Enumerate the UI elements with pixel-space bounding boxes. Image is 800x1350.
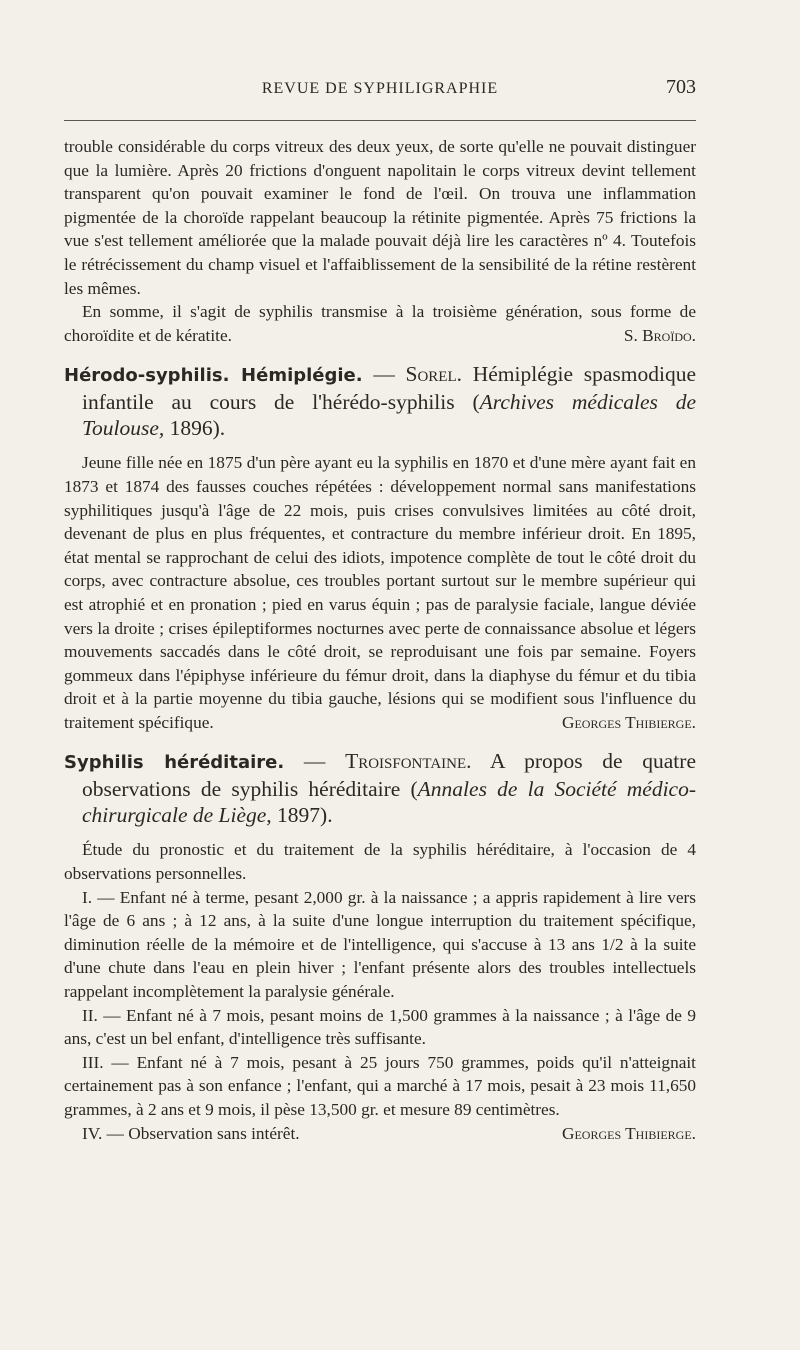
conclusion-text: En somme, il s'agit de syphilis transmise à la troisième génération, sous forme de choroïdite et de kératite. [64,302,696,345]
observation-4-text: IV. — Observation sans intérêt. [82,1123,300,1143]
review-syphilis-hereditaire [64,748,696,1145]
review-source: Archives médicales de Toulouse, [82,390,697,441]
signature-thibierge: Georges Thibierge. [561,712,696,732]
review-author: Sorel. [405,362,463,387]
observation-4 [64,1122,696,1146]
review-year: 1896). [164,416,226,441]
conclusion-paragraph [64,300,696,347]
running-head: REVUE DE SYPHILIGRAPHIE [261,80,499,97]
review-heading [64,748,696,828]
review-body [64,451,696,734]
review-separator: — [284,749,346,774]
signature-thibierge-2: Georges Thibierge. [561,1123,696,1143]
review-intro: Étude du pronostic et du traitement de la syphilis héréditaire, à l'occasion de 4 observations personnelles. [64,840,696,884]
review-author: Troisfontaine. [345,749,472,774]
continuation-section [64,135,696,347]
observation-1: I. — Enfant né à terme, pesant 2,000 gr. à la naissance ; a appris rapidement à lire vers l'âge de 6 ans ; à 12 ans, à la suite d'une longue interruption du traitement spécifique, diminution réelle de la mémoire et de l'intelligence, qui s'accuse à 13 ans 1/2 à la suite d'une chute dans l'eau en plein hiver ; l'enfant présente alors des troubles intellectuels rappelant incomplètement la paralysie générale. [64,887,696,1002]
review-heading [64,361,696,441]
signature-broido: S. Broïdo. [623,325,696,345]
review-title-text: A propos de quatre observations de syphilis héréditaire ( [82,749,696,802]
review-subject: Syphilis héréditaire. [64,752,285,774]
header-rule [64,120,696,121]
page-number: 703 [666,76,696,98]
review-herodo-syphilis [64,361,696,734]
review-body-text: Jeune fille née en 1875 d'un père ayant eu la syphilis en 1870 et d'une mère ayant fait en 1873 et 1874 des fausses couches répétées : développement normal sans manifestations syphilitiques jusqu'à l'âge de 22 mois, puis crises convulsives limitées au côté droit, devenant de plus en plus fréquentes, et contracture du membre inférieur droit. En 1895, état mental se rapprochant de celui des idiots, impotence complète de tout le côté droit du corps, avec contracture absolue, ces troubles portant surtout sur le membre supérieur qui est atrophié et en pronation ; pied en varus équin ; pas de paralysie faciale, langue déviée vers la droite ; crises épileptiformes nocturnes avec perte de connaissance absolue et légers mouvements saccadés dans le côté droit, se reproduisant une fois par semaine. Foyers gommeux dans l'épiphyse inférieure du fémur droit, dans la diaphyse du fémur et du tibia droit et à la partie moyenne du tibia gauche, lésions qui se modifient sous l'influence du traitement spécifique. [64,453,696,732]
review-title-text: Hémiplégie spasmodique infantile au cours de l'hérédo-syphilis ( [82,362,696,415]
continuation-paragraph: trouble considérable du corps vitreux des deux yeux, de sorte qu'elle ne pouvait distinguer que la lumière. Après 20 frictions d'onguent napolitain le corps vitreux devint tellement transparent qu'on pouvait examiner le fond de l'œil. On trouva une inflammation pigmentée de la choroïde rappelant beaucoup la rétinite pigmentée. Après 75 frictions la vue s'est tellement améliorée que la malade pouvait déjà lire les caractères nº 4. Toutefois le rétrécissement du champ visuel et l'affaiblissement de la sensibilité de la rétine restèrent les mêmes. [64,137,696,298]
journal-page [64,76,696,1145]
page-header [64,76,696,110]
observation-2: II. — Enfant né à 7 mois, pesant moins de 1,500 grammes à la naissance ; à l'âge de 9 ans, c'est un bel enfant, d'intelligence très suffisante. [64,1005,696,1049]
review-separator: — [362,362,406,387]
review-year: 1897). [271,803,333,828]
observation-3: III. — Enfant né à 7 mois, pesant à 25 jours 750 grammes, poids qu'il n'atteignait certainement pas à son enfance ; l'enfant, qui a marché à 17 mois, pesait à 23 mois 11,650 grammes, à 2 ans et 9 mois, il pèse 13,500 gr. et mesure 89 centimètres. [64,1052,696,1119]
review-subject: Hérodo-syphilis. Hémiplégie. [64,365,363,387]
review-source: Annales de la Société médico-chirurgicale de Liège, [82,777,696,828]
